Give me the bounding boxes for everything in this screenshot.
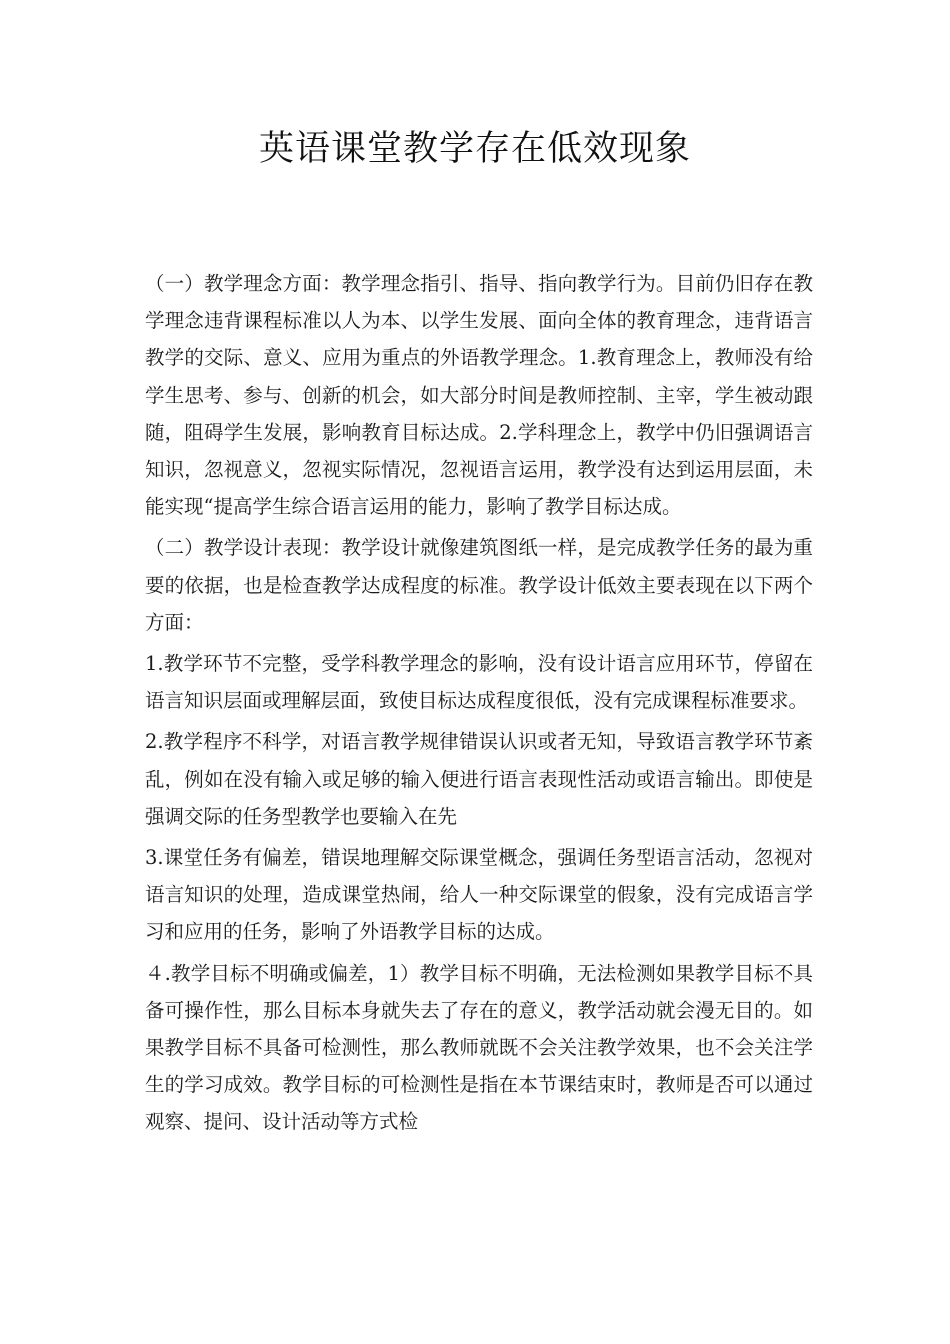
paragraph-point-3: 3.课堂任务有偏差，错误地理解交际课堂概念，强调任务型语言活动，忽视对语言知识的处理，造成课堂热闹，给人一种交际课堂的假象，没有完成语言学习和应用的任务，影响了外语教学目标的达成。 [145, 846, 813, 944]
paragraph-point-2: 2.教学程序不科学，对语言教学规律错误认识或者无知，导致语言教学环节紊乱，例如在没有输入或足够的输入便进行语言表现性活动或语言输出。即使是强调交际的任务型教学也要输入在先 [145, 730, 813, 828]
paragraph-point-4: ４.教学目标不明确或偏差，1）教学目标不明确，无法检测如果教学目标不具备可操作性，那么目标本身就失去了存在的意义，教学活动就会漫无目的。如果教学目标不具备可检测性，那么教师就既不会关注教学效果，也不会关注学生的学习成效。教学目标的可检测性是指在本节课结束时，教师是否可以通过观察、提问、设计活动等方式检 [145, 961, 813, 1134]
document-body [145, 265, 813, 1145]
document-title: 英语课堂教学存在低效现象 [258, 129, 691, 169]
paragraph-point-1: 1.教学环节不完整，受学科教学理念的影响，没有设计语言应用环节，停留在语言知识层面或理解层面，致使目标达成程度很低，没有完成课程标准要求。 [145, 652, 813, 713]
paragraph-teaching-design: （二）教学设计表现：教学设计就像建筑图纸一样，是完成教学任务的最为重要的依据，也是检查教学达成程度的标准。教学设计低效主要表现在以下两个方面： [145, 536, 813, 634]
paragraph-teaching-philosophy: （一）教学理念方面：教学理念指引、指导、指向教学行为。目前仍旧存在教学理念违背课程标准以人为本、以学生发展、面向全体的教育理念，违背语言教学的交际、意义、应用为重点的外语教学理念。1.教育理念上，教师没有给学生思考、参与、创新的机会，如大部分时间是教师控制、主宰，学生被动跟随，阻碍学生发展，影响教育目标达成。2.学科理念上，教学中仍旧强调语言知识，忽视意义，忽视实际情况，忽视语言运用，教学没有达到运用层面，未能实现“提高学生综合语言运用的能力，影响了教学目标达成。 [145, 272, 813, 519]
